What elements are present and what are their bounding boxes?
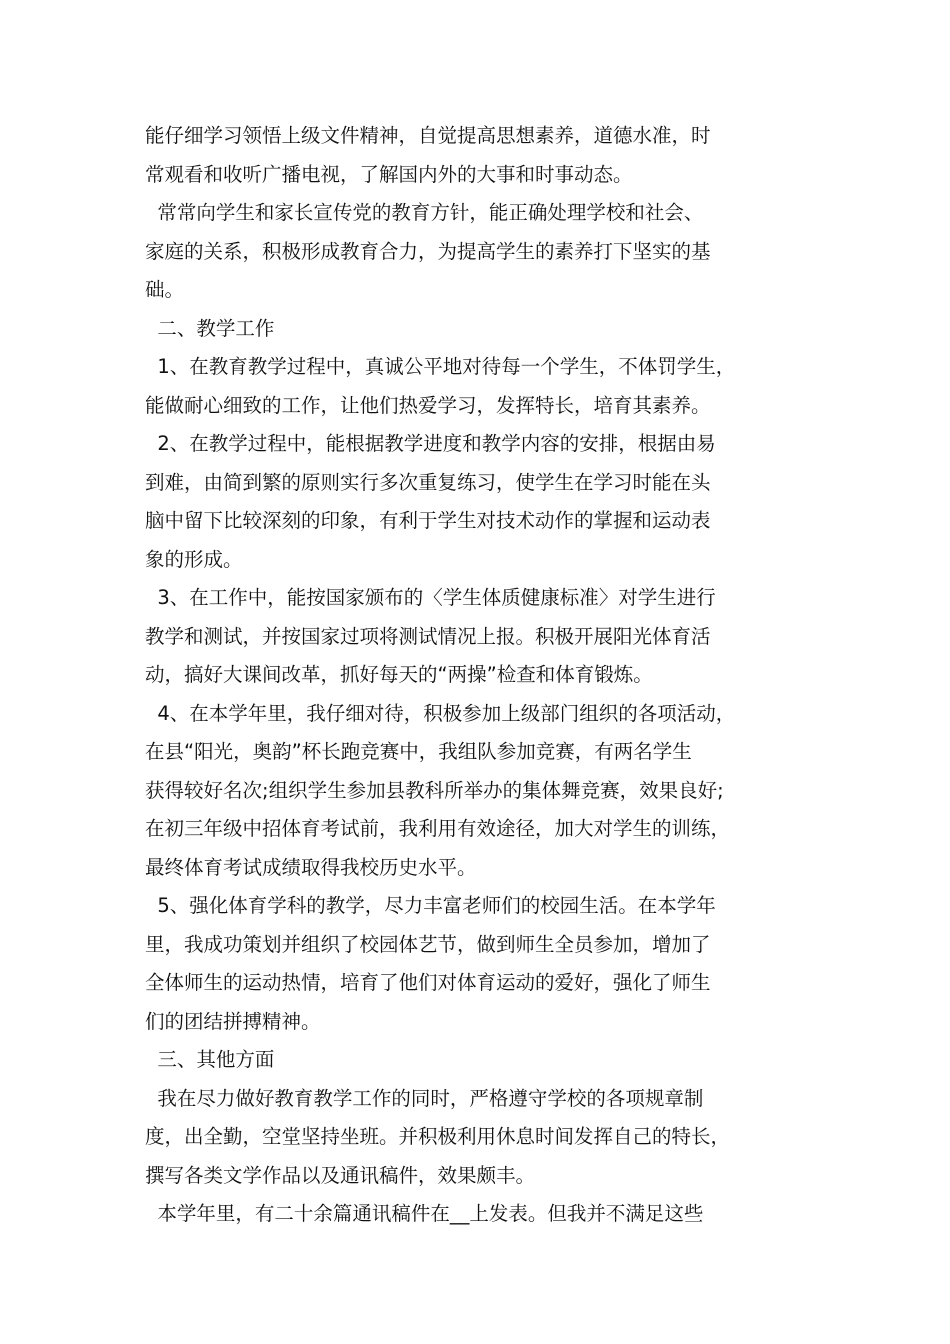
- text-line: 脑中留下比较深刻的印象，有利于学生对技术动作的掌握和运动表: [145, 509, 711, 532]
- text-line: 5、强化体育学科的教学，尽力丰富老师们的校园生活。在本学年: [145, 894, 716, 917]
- text-line: 能仔细学习领悟上级文件精神，自觉提高思想素养，道德水准，时: [145, 124, 711, 147]
- text-line: 能做耐心细致的工作，让他们热爱学习，发挥特长，培育其素养。: [145, 393, 711, 417]
- document-body: [145, 117, 813, 1234]
- text-line: 3、在工作中，能按国家颁布的〈学生体质健康标准〉对学生进行: [145, 586, 716, 609]
- text-line: 全体师生的运动热情，培育了他们对体育运动的爱好，强化了师生: [145, 971, 711, 994]
- text-line: 度，出全勤，空堂坚持坐班。并积极利用休息时间发挥自己的特长，: [145, 1125, 731, 1148]
- text-line: 到难，由简到繁的原则实行多次重复练习，使学生在学习时能在头: [145, 470, 711, 494]
- text-line: 里，我成功策划并组织了校园体艺节，做到师生全员参加，增加了: [145, 932, 711, 956]
- text-line: 最终体育考试成绩取得我校历史水平。: [145, 855, 477, 879]
- text-line: 家庭的关系，积极形成教育合力，为提高学生的素养打下坚实的基: [145, 239, 711, 263]
- text-line: 础。: [145, 278, 185, 301]
- text-line: 1、在教育教学过程中，真诚公平地对待每一个学生，不体罚学生，: [145, 355, 736, 378]
- section-heading-other: 三、其他方面: [145, 1048, 275, 1071]
- text-line: 常常向学生和家长宣传党的教育方针，能正确处理学校和社会、: [145, 201, 704, 224]
- text-line: 撰写各类文学作品以及通讯稿件，效果颇丰。: [145, 1163, 536, 1187]
- text-line: 在县“阳光，奥韵”杯长跑竞赛中，我组队参加竞赛，有两名学生: [145, 740, 692, 763]
- text-line: 本学年里，有二十余篇通讯稿件在__上发表。但我并不满足这些: [145, 1202, 704, 1225]
- text-line: 我在尽力做好教育教学工作的同时，严格遵守学校的各项规章制: [145, 1086, 704, 1110]
- text-line: 教学和测试，并按国家过项将测试情况上报。积极开展阳光体育活: [145, 624, 711, 648]
- text-line: 2、在教学过程中，能根据教学进度和教学内容的安排，根据由易: [145, 432, 716, 455]
- text-line: 常观看和收听广播电视，了解国内外的大事和时事动态。: [145, 162, 633, 186]
- section-heading-teaching: 二、教学工作: [145, 316, 275, 340]
- text-line: 动，搞好大课间改革，抓好每天的“两操”检查和体育锻炼。: [145, 663, 653, 686]
- text-line: 象的形成。: [145, 547, 243, 571]
- text-line: 4、在本学年里，我仔细对待，积极参加上级部门组织的各项活动，: [145, 701, 736, 725]
- text-line: 获得较好名次;组织学生参加县教科所举办的集体舞竞赛，效果良好;: [145, 778, 724, 802]
- text-line: 们的团结拼搏精神。: [145, 1009, 321, 1033]
- text-line: 在初三年级中招体育考试前，我利用有效途径，加大对学生的训练，: [145, 817, 731, 840]
